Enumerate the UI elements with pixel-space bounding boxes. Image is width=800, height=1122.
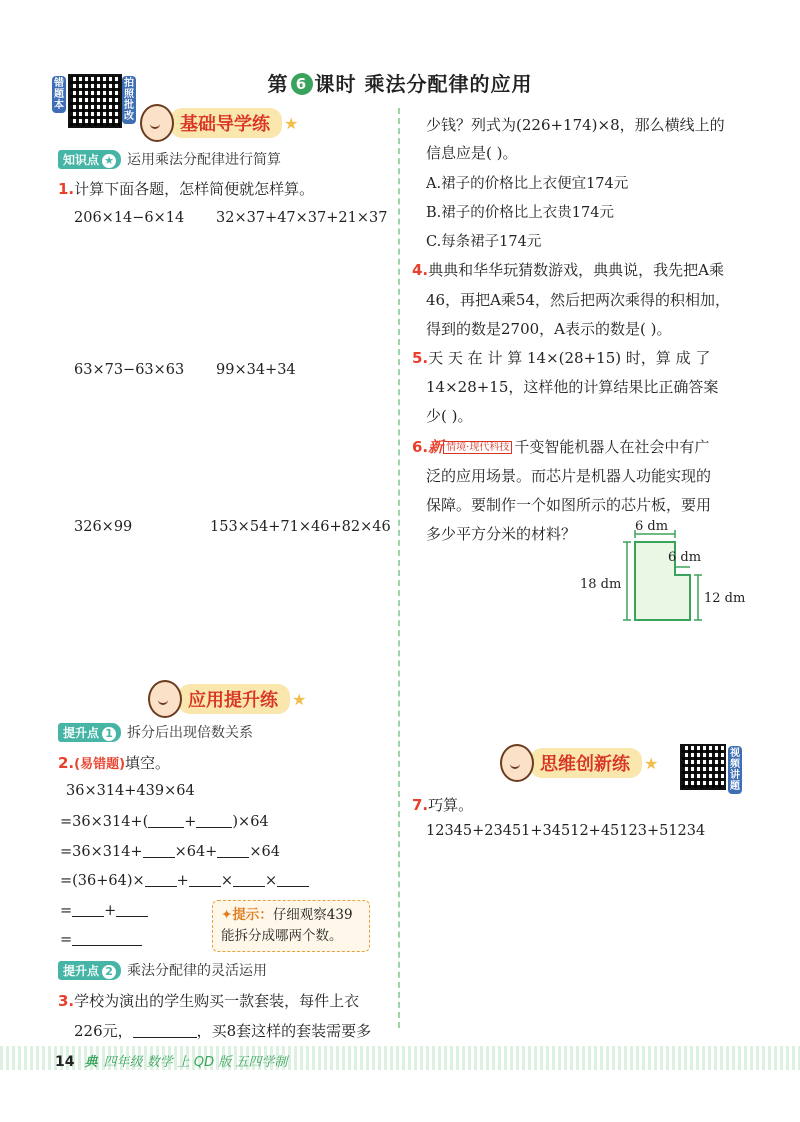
question-2: 2.(易错题)填空。 (58, 754, 171, 772)
q1-item-4: 99×34+34 (216, 362, 296, 378)
page-number: 14 (55, 1054, 75, 1070)
q6-line-2: 泛的应用场景。而芯片是机器人功能实现的 (426, 467, 712, 485)
label-left: 18 dm (580, 577, 622, 592)
q3-line-4: 信息应是( )。 (426, 144, 518, 162)
q2-line-3: =36×314+ ×64+ ×64 (60, 844, 280, 860)
wrong-book-tag: 错题本 (54, 78, 64, 111)
section-think-banner: 思维创新练 ★ (500, 744, 658, 782)
footer (55, 1051, 287, 1070)
question-5: 5.天 天 在 计 算 14×(28+15) 时，算 成 了 (412, 349, 711, 367)
q2-line-5: = + (60, 902, 148, 919)
improve-point-1: 提升点 1 拆分后出现倍数关系 (58, 722, 253, 742)
q1-item-5: 326×99 (74, 519, 133, 535)
q6-line-4: 多少平方分米的材料？ (426, 525, 577, 543)
question-6: 6.新 情境·现代科技 千变智能机器人在社会中有广 (412, 438, 710, 456)
q1-item-2: 32×37+47×37+21×37 (216, 210, 388, 226)
brand-logo: 典 (84, 1055, 98, 1070)
q4-line-3: 得到的数是2700，A表示的数是( )。 (426, 320, 672, 338)
hint-box: ✦提示：仔细观察439 能拆分成哪两个数。 (212, 900, 370, 952)
q3-option-c: C.每条裙子174元 (426, 234, 542, 250)
page-title: 第 6 课时 乘法分配律的应用 (267, 72, 533, 96)
q5-line-2: 14×28+15，这样他的计算结果比正确答案 (426, 378, 719, 396)
q4-line-2: 46，再把A乘54，然后把两次乘得的积相加， (426, 291, 731, 309)
column-divider (398, 108, 400, 1028)
knowledge-point-1: 知识点 ★ 运用乘法分配律进行简算 (58, 149, 281, 169)
photo-correct-tag: 拍照批改 (124, 78, 134, 122)
q3-option-a: A.裙子的价格比上衣便宜174元 (426, 176, 629, 192)
label-right: 12 dm (704, 591, 746, 606)
q2-line-2: =36×314+( + )×64 (60, 814, 269, 830)
label-step: 6 dm (668, 550, 702, 565)
section-basic-banner: 基础导学练 ★ (140, 104, 298, 142)
bulb-icon: ✦ (221, 907, 233, 923)
star-icon: ★ (644, 753, 659, 773)
question-3: 3.学校为演出的学生购买一款套装，每件上衣 (58, 992, 360, 1010)
q1-item-1: 206×14−6×14 (74, 210, 185, 226)
section-apply-banner: 应用提升练 ★ (148, 680, 306, 718)
mascot-icon (140, 104, 174, 142)
star-icon: ★ (284, 113, 299, 133)
q3-line-2: 226元， ，买8套这样的套装需要多 (74, 1022, 372, 1040)
video-qr-code-icon[interactable] (680, 744, 726, 790)
question-7: 7.巧算。 (412, 796, 474, 814)
q1-item-6: 153×54+71×46+82×46 (210, 519, 391, 535)
mascot-icon (148, 680, 182, 718)
mascot-icon (500, 744, 534, 782)
q6-line-3: 保障。要制作一个如图所示的芯片板，要用 (426, 496, 712, 514)
lesson-number-badge: 6 (291, 73, 313, 95)
improve-point-2: 提升点 2 乘法分配律的灵活运用 (58, 960, 267, 980)
q7-expression: 12345+23451+34512+45123+51234 (426, 823, 706, 839)
q2-line-4: =(36+64)× + × × (60, 872, 309, 889)
star-icon: ★ (292, 689, 307, 709)
q3-line-3: 少钱？列式为(226+174)×8，那么横线上的 (426, 116, 725, 134)
q2-line-6: = (60, 931, 142, 948)
context-tag: 情境·现代科技 (443, 441, 512, 454)
video-lecture-tag: 视频讲题 (730, 748, 740, 792)
q3-option-b: B.裙子的价格比上衣贵174元 (426, 205, 614, 221)
q1-item-3: 63×73−63×63 (74, 362, 185, 378)
question-4: 4.典典和华华玩猜数游戏，典典说，我先把A乘 (412, 261, 724, 279)
question-1: 1.计算下面各题，怎样简便就怎样算。 (58, 180, 315, 198)
book-info: 四年级 数学 上 QD 版 五四学制 (103, 1055, 288, 1070)
q2-line-1: 36×314+439×64 (66, 783, 195, 799)
chip-board-figure (580, 520, 750, 630)
q5-line-3: 少( )。 (426, 407, 473, 425)
label-top: 6 dm (635, 520, 669, 534)
